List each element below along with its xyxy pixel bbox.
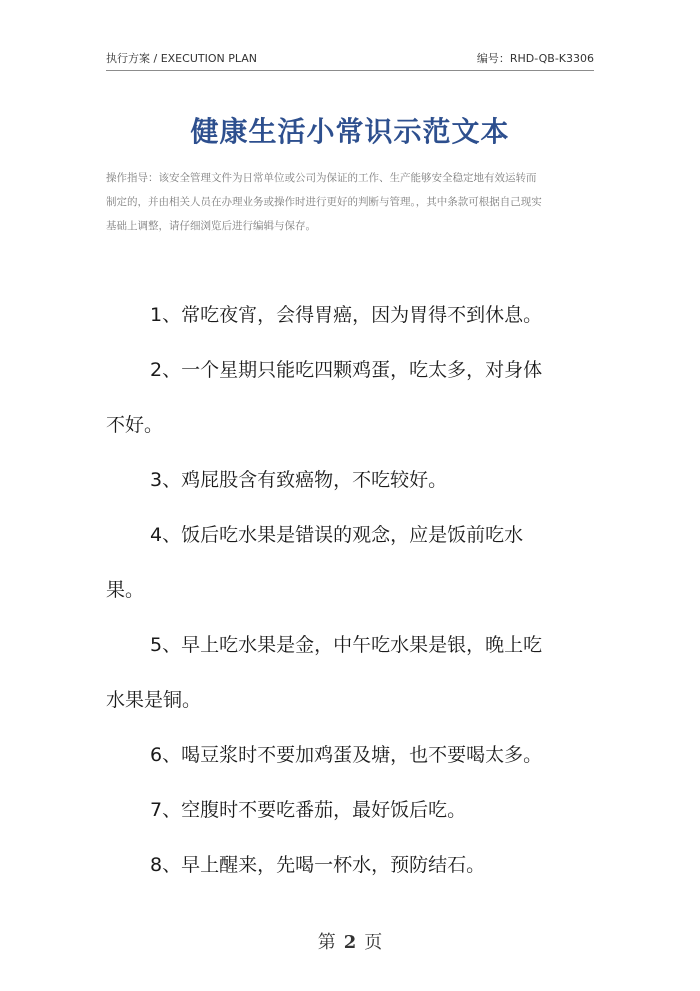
operation-guide [106,166,594,238]
tip-line: 1、常吃夜宵，会得胃癌，因为胃得不到休息。 [150,304,543,326]
tip-line: 不好。 [106,414,164,436]
page-number-value: 2 [343,932,357,953]
guide-line: 制定的，并由相关人员在办理业务或操作时进行更好的判断与管理。，其中条款可根据自己现实 [106,196,542,208]
tip-line: 6、喝豆浆时不要加鸡蛋及塘，也不要喝太多。 [150,744,543,766]
tip-line: 水果是铜。 [106,689,202,711]
tip-line: 5、早上吃水果是金，中午吃水果是银，晚上吃 [150,634,543,656]
page-number-suffix: 页 [364,932,383,953]
tip-line: 3、鸡屁股含有致癌物，不吃较好。 [150,469,448,491]
tip-line: 果。 [106,579,145,601]
tips-body [106,288,594,893]
guide-line: 操作指导：该安全管理文件为日常单位或公司为保证的工作、生产能够安全稳定地有效运转而 [106,172,537,184]
tip-line: 4、饭后吃水果是错误的观念，应是饭前吃水 [150,524,524,546]
guide-line: 基础上调整，请仔细浏览后进行编辑与保存。 [106,220,316,232]
page-number [0,928,700,954]
tip-line: 7、空腹时不要吃番茄，最好饭后吃。 [150,799,467,821]
tip-line: 8、早上醒来，先喝一杯水，预防结石。 [150,854,486,876]
tip-line: 2、一个星期只能吃四颗鸡蛋，吃太多，对身体 [150,359,543,381]
document-title: 健康生活小常识示范文本 [190,115,510,148]
page-number-prefix: 第 [317,932,336,953]
header-document-number: 编号：RHD-QB-K3306 [476,52,594,65]
header-category: 执行方案 / EXECUTION PLAN [106,52,257,65]
page-header [106,48,594,71]
